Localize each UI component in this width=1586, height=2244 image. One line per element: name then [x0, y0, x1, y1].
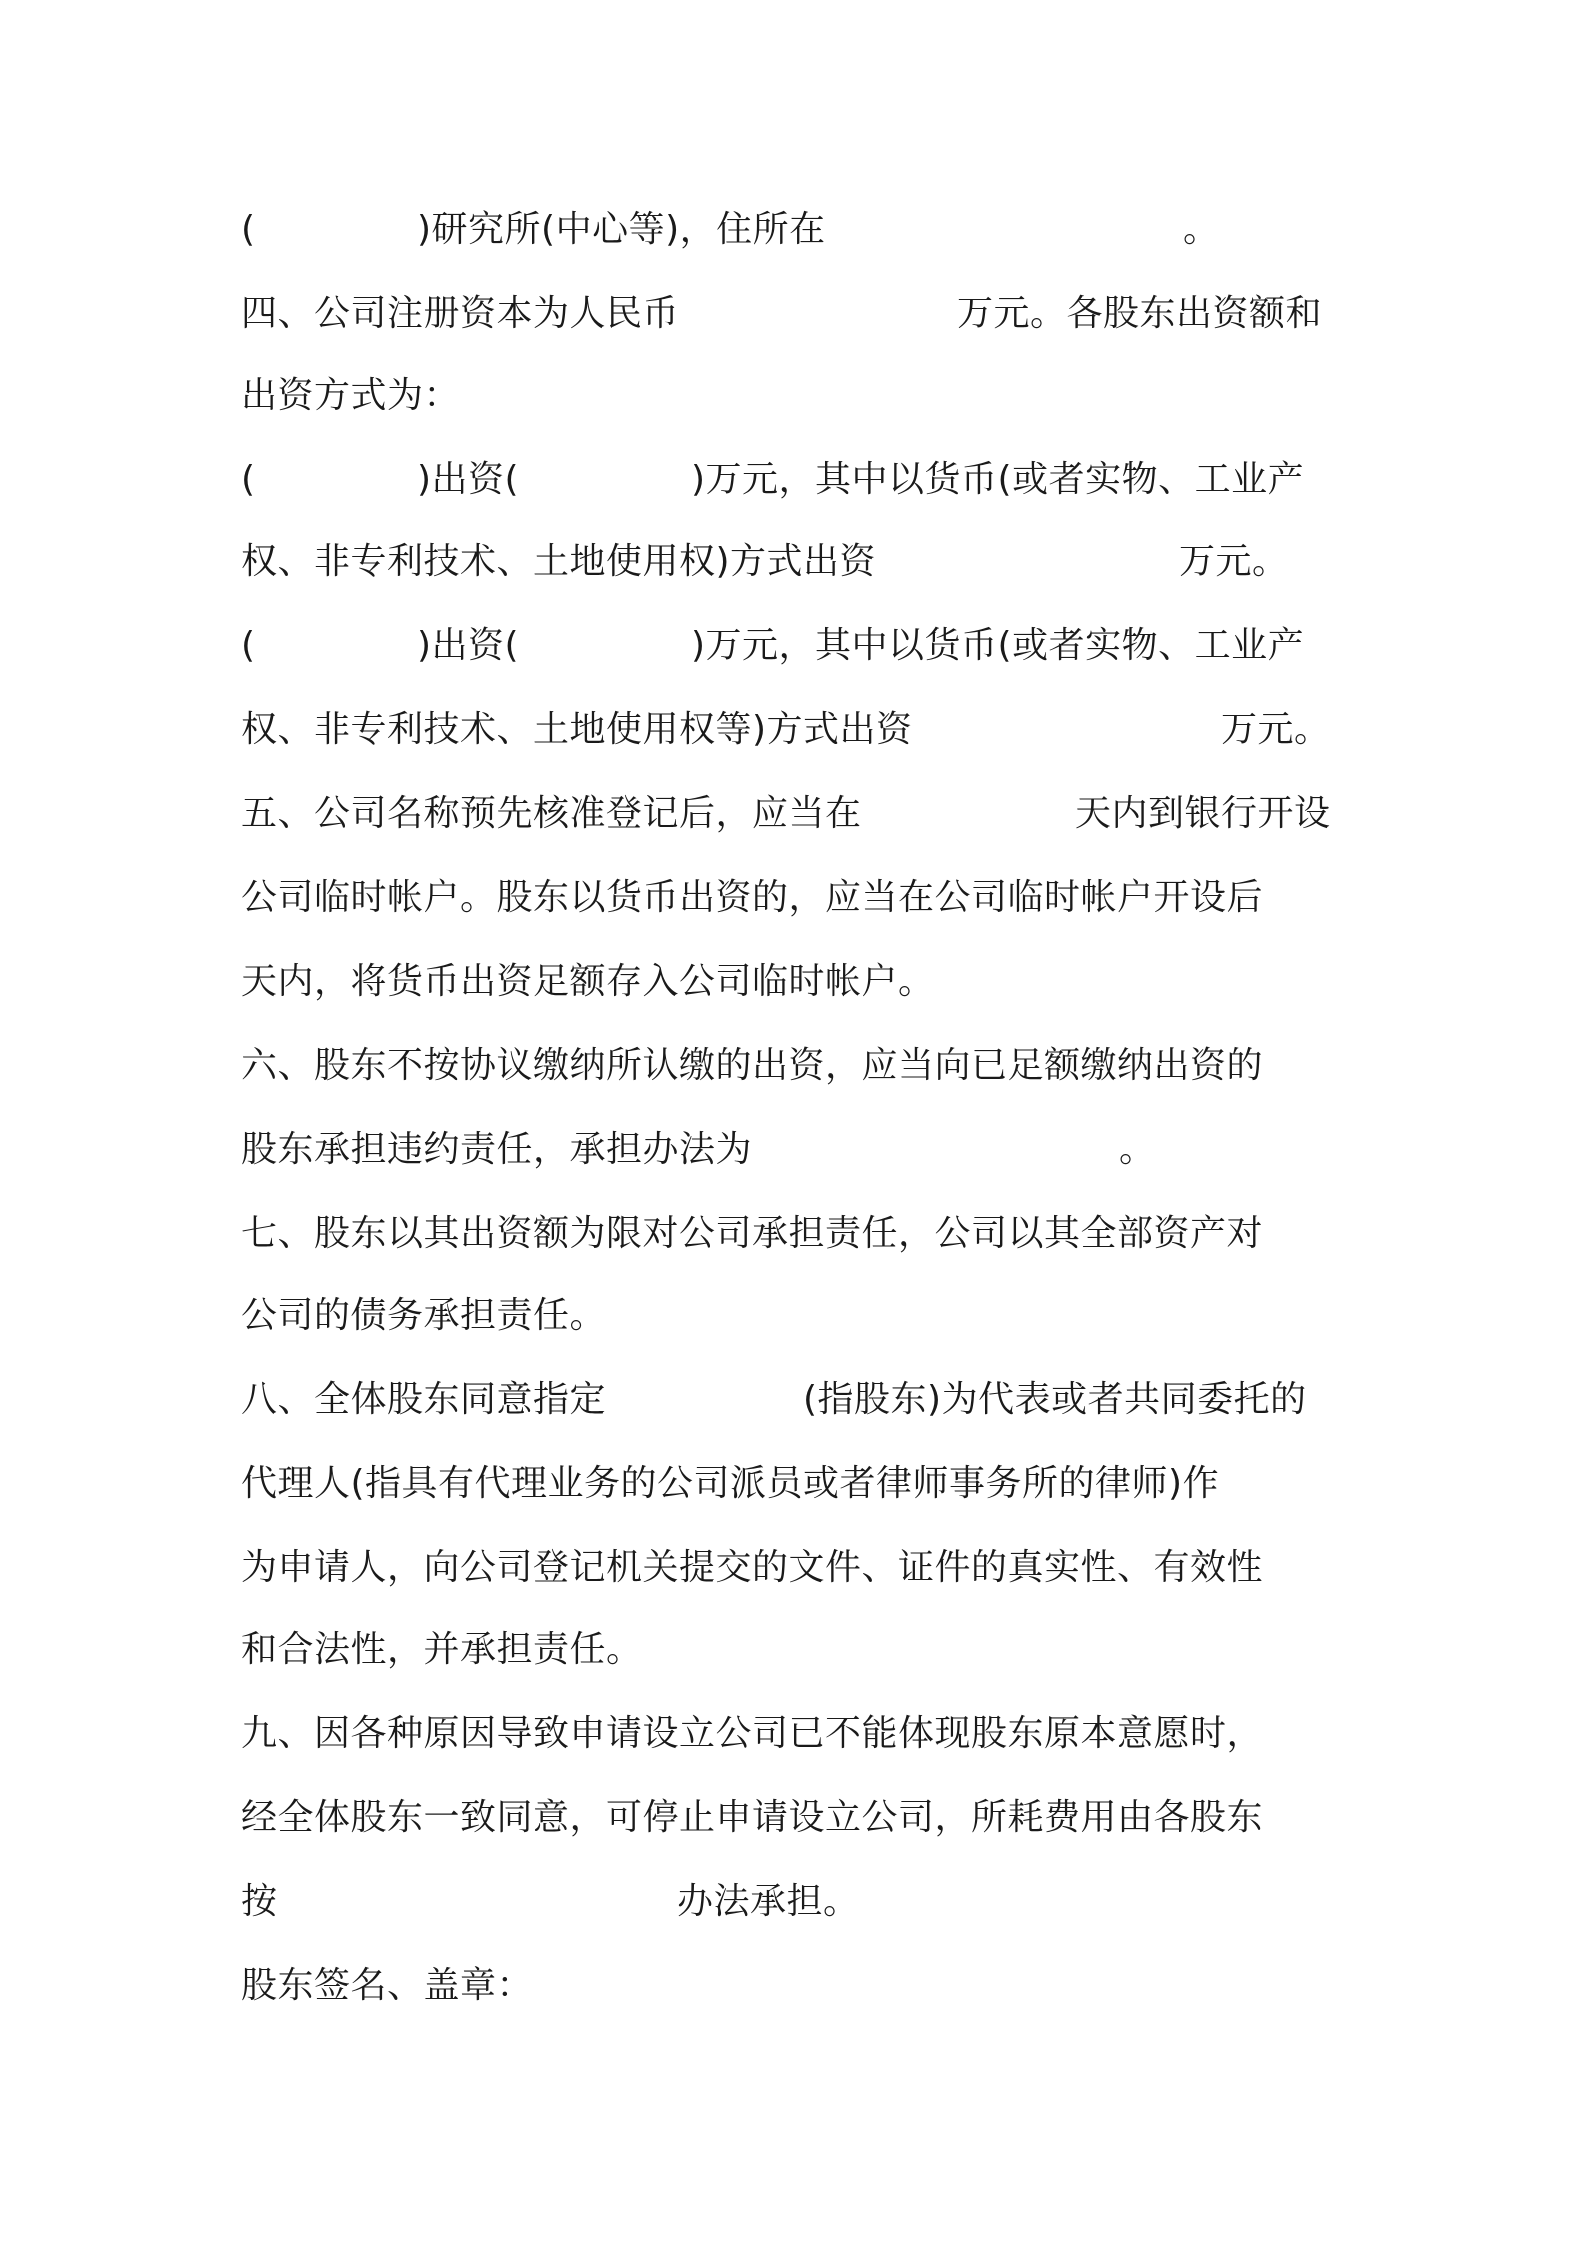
text-line: [241, 1544, 1264, 1592]
text-line: [241, 206, 1220, 254]
text-segment: 办法承担。: [677, 1881, 860, 1922]
text-segment: 万元。: [1221, 709, 1331, 750]
text-line: [241, 622, 1305, 670]
text-segment: 代理人(指具有代理业务的公司派员或者律师事务所的律师)作: [241, 1463, 1220, 1504]
text-segment: 出资方式为：: [241, 375, 461, 416]
text-segment: 万元。: [1179, 541, 1289, 582]
text-line: [241, 1126, 1156, 1174]
text-line: [241, 1292, 607, 1340]
text-line: [241, 1794, 1264, 1842]
text-segment: 八、全体股东同意指定: [241, 1379, 607, 1420]
text-segment: 和合法性，并承担责任。: [241, 1629, 643, 1670]
text-line: [241, 1962, 534, 2010]
text-segment: (指股东)为代表或者共同委托的: [803, 1379, 1307, 1420]
text-segment: 股东承担违约责任，承担办法为: [241, 1129, 753, 1170]
text-line: [241, 706, 1331, 754]
text-line: [241, 1376, 1307, 1424]
text-segment: )万元，其中以货币(或者实物、工业产: [691, 625, 1305, 666]
text-segment: 。: [1183, 209, 1220, 250]
text-line: [241, 538, 1289, 586]
text-segment: 股东签名、盖章：: [241, 1965, 534, 2006]
text-segment: 公司的债务承担责任。: [241, 1295, 607, 1336]
text-segment: 权、非专利技术、土地使用权)方式出资: [241, 541, 877, 582]
text-segment: (: [241, 625, 256, 666]
text-segment: 为申请人，向公司登记机关提交的文件、证件的真实性、有效性: [241, 1547, 1264, 1588]
text-segment: 五、公司名称预先核准登记后，应当在: [241, 793, 862, 834]
text-line: [241, 1710, 1264, 1758]
text-segment: 经全体股东一致同意，可停止申请设立公司，所耗费用由各股东: [241, 1797, 1264, 1838]
text-line: [241, 290, 1323, 338]
text-segment: 九、因各种原因导致申请设立公司已不能体现股东原本意愿时，: [241, 1713, 1264, 1754]
text-segment: 天内到银行开设: [1075, 793, 1331, 834]
text-segment: )出资(: [417, 459, 520, 500]
text-segment: 万元。各股东出资额和: [957, 293, 1323, 334]
text-segment: (: [241, 459, 256, 500]
text-line: [241, 372, 461, 420]
text-segment: 天内，将货币出资足额存入公司临时帐户。: [241, 961, 935, 1002]
text-line: [241, 790, 1331, 838]
text-line: [241, 1042, 1264, 1090]
text-line: [241, 456, 1305, 504]
text-line: [241, 1626, 643, 1674]
text-segment: 四、公司注册资本为人民币: [241, 293, 680, 334]
text-segment: )万元，其中以货币(或者实物、工业产: [691, 459, 1305, 500]
text-segment: (: [241, 209, 256, 250]
text-segment: )研究所(中心等)，住所在: [417, 209, 826, 250]
text-segment: )出资(: [417, 625, 520, 666]
text-segment: 公司临时帐户。股东以货币出资的，应当在公司临时帐户开设后: [241, 877, 1264, 918]
text-segment: 六、股东不按协议缴纳所认缴的出资，应当向已足额缴纳出资的: [241, 1045, 1264, 1086]
text-line: [241, 958, 935, 1006]
text-segment: 按: [241, 1881, 278, 1922]
text-line: [241, 874, 1264, 922]
text-segment: 权、非专利技术、土地使用权等)方式出资: [241, 709, 913, 750]
text-line: [241, 1460, 1220, 1508]
text-line: [241, 1878, 860, 1926]
text-segment: 七、股东以其出资额为限对公司承担责任，公司以其全部资产对: [241, 1213, 1264, 1254]
text-segment: 。: [1119, 1129, 1156, 1170]
text-line: [241, 1210, 1264, 1258]
